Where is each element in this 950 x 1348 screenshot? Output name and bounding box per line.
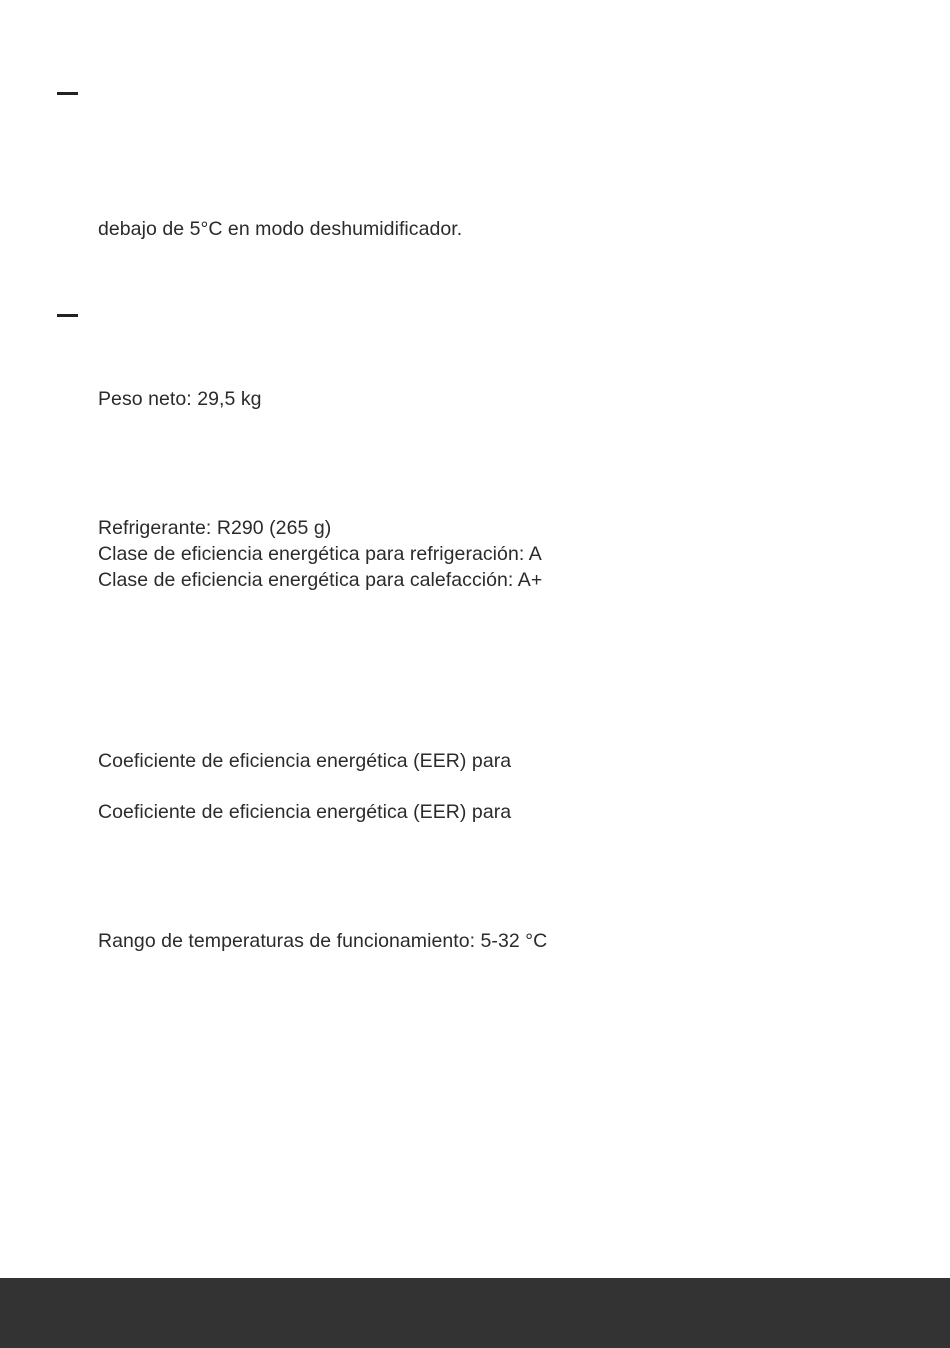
eer-text: Coeficiente de eficiencia energética (EER) para (98, 750, 512, 772)
net-weight-text: Peso neto: 29,5 kg (98, 388, 262, 410)
section-dash-marker (57, 314, 78, 317)
section-dash-marker (57, 92, 78, 95)
refrigerant-text: Refrigerante: R290 (265 g) (98, 517, 332, 539)
footer-bar (0, 1278, 950, 1348)
dehumidifier-note-text: debajo de 5°C en modo deshumidificador. (98, 218, 463, 240)
eer-text: Coeficiente de eficiencia energética (EER) para (98, 801, 512, 823)
cooling-energy-class-text: Clase de eficiencia energética para refrigeración: A (98, 543, 542, 565)
heating-energy-class-text: Clase de eficiencia energética para calefacción: A+ (98, 569, 543, 591)
operating-range-text: Rango de temperaturas de funcionamiento: 5-32 °C (98, 930, 548, 952)
